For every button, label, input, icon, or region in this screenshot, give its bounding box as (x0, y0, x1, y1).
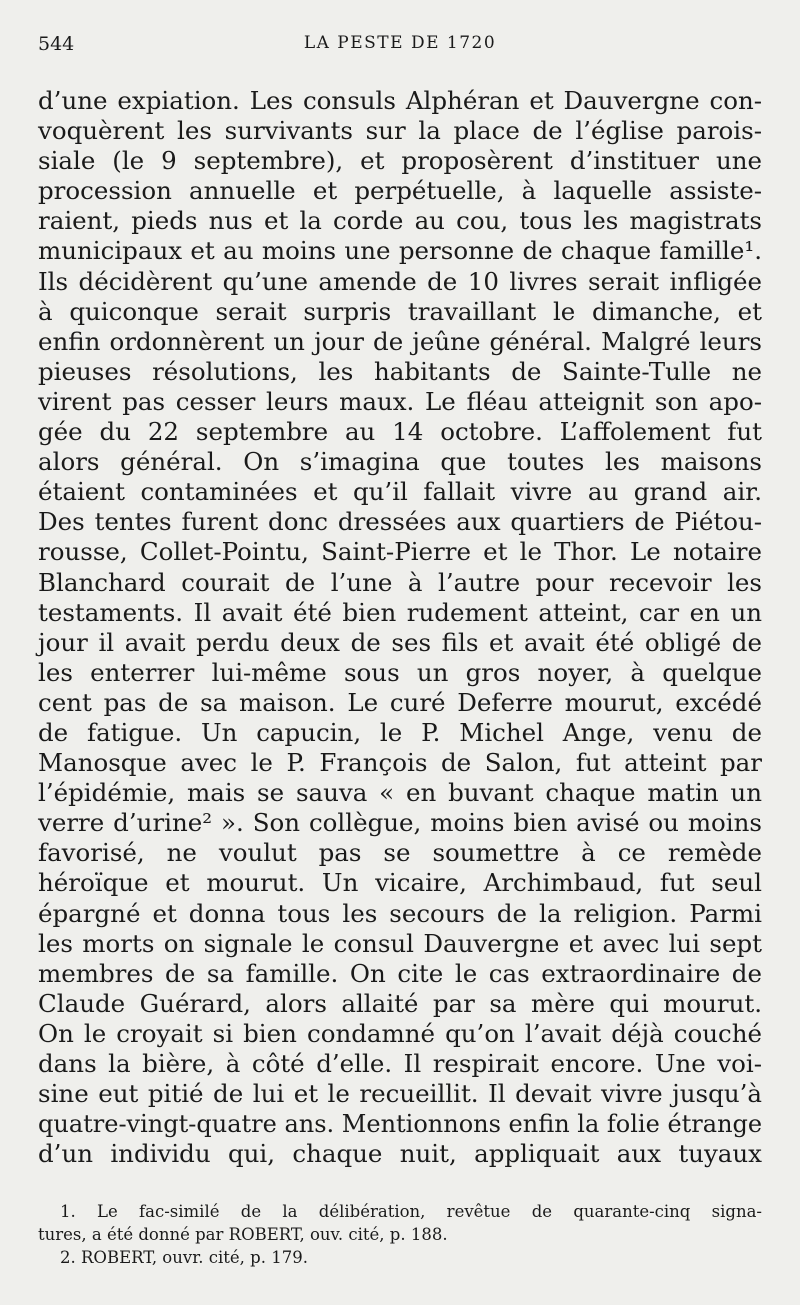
text-line: Manosque avec le P. François de Salon, fut atteint par (38, 748, 762, 778)
text-line: Des tentes furent donc dressées aux quartiers de Piétou- (38, 507, 762, 537)
footnotes (38, 1200, 762, 1269)
text-line: étaient contaminées et qu’il fallait vivre au grand air. (38, 477, 762, 507)
text-line: procession annuelle et perpétuelle, à laquelle assiste- (38, 176, 762, 206)
text-line: pieuses résolutions, les habitants de Sainte-Tulle ne (38, 356, 762, 386)
footnote-2: 2. ROBERT, ouvr. cité, p. 179. (60, 1248, 308, 1267)
text-line: de fatigue. Un capucin, le P. Michel Ange, venu de (38, 717, 762, 747)
text-line: quatre-vingt-quatre ans. Mentionnons enfin la folie étrange (38, 1110, 763, 1139)
footnote-1-continuation: tures, a été donné par ROBERT, ouv. cité, p. 188. (38, 1225, 448, 1244)
text-line: raient, pieds nus et la corde au cou, tous les magistrats (38, 206, 762, 236)
text-line: municipaux et au moins une personne de chaque famille¹. (38, 236, 762, 266)
text-line: siale (le 9 septembre), et proposèrent d’instituer une (38, 146, 762, 176)
running-title: LA PESTE DE 1720 (303, 33, 497, 53)
text-line: jour il avait perdu deux de ses fils et avait été obligé de (38, 627, 762, 657)
text-line: testaments. Il avait été bien rudement atteint, car en un (38, 597, 762, 627)
text-line: épargné et donna tous les secours de la religion. Parmi (38, 898, 762, 928)
text-line: membres de sa famille. On cite le cas extraordinaire de (38, 958, 762, 988)
text-line: On le croyait si bien condamné qu’on l’avait déjà couché (38, 1018, 762, 1048)
text-line: d’un individu qui, chaque nuit, appliquait aux tuyaux (38, 1139, 762, 1169)
text-line: à quiconque serait surpris travaillant le dimanche, et (38, 296, 762, 326)
text-line: voquèrent les survivants sur la place de l’église parois- (38, 116, 762, 146)
text-line: favorisé, ne voulut pas se soumettre à ce remède (38, 838, 762, 868)
body-text (38, 86, 762, 1169)
text-line: rousse, Collet-Pointu, Saint-Pierre et le Thor. Le notaire (38, 537, 762, 567)
text-line: cent pas de sa maison. Le curé Deferre mourut, excédé (38, 687, 762, 717)
page-header (38, 33, 762, 63)
text-line: héroïque et mourut. Un vicaire, Archimbaud, fut seul (38, 868, 762, 898)
text-line: sine eut pitié de lui et le recueillit. Il devait vivre jusqu’à (38, 1079, 762, 1109)
text-line: enfin ordonnèrent un jour de jeûne général. Malgré leurs (38, 326, 762, 356)
text-line: d’une expiation. Les consuls Alphéran et Dauvergne con- (38, 86, 762, 115)
text-line: gée du 22 septembre au 14 octobre. L’affolement fut (38, 417, 762, 447)
text-line: alors général. On s’imagina que toutes les maisons (38, 447, 762, 477)
text-line: dans la bière, à côté d’elle. Il respirait encore. Une voi- (38, 1049, 762, 1078)
text-line: virent pas cesser leurs maux. Le fléau atteignit son apo- (38, 386, 762, 416)
text-line: Claude Guérard, alors allaité par sa mère qui mourut. (38, 988, 762, 1018)
page-number: 544 (38, 33, 75, 55)
text-line: l’épidémie, mais se sauva « en buvant chaque matin un (38, 778, 762, 808)
text-line: les enterrer lui-même sous un gros noyer, à quelque (38, 657, 762, 687)
footnote-1: 1. Le fac-similé de la délibération, revêtue de quarante-cinq signa- (60, 1202, 762, 1221)
text-line: les morts on signale le consul Dauvergne et avec lui sept (38, 928, 762, 958)
text-line: Blanchard courait de l’une à l’autre pour recevoir les (38, 567, 762, 597)
text-line: Ils décidèrent qu’une amende de 10 livres serait infligée (38, 266, 762, 296)
text-line: verre d’urine² ». Son collègue, moins bien avisé ou moins (38, 808, 762, 838)
